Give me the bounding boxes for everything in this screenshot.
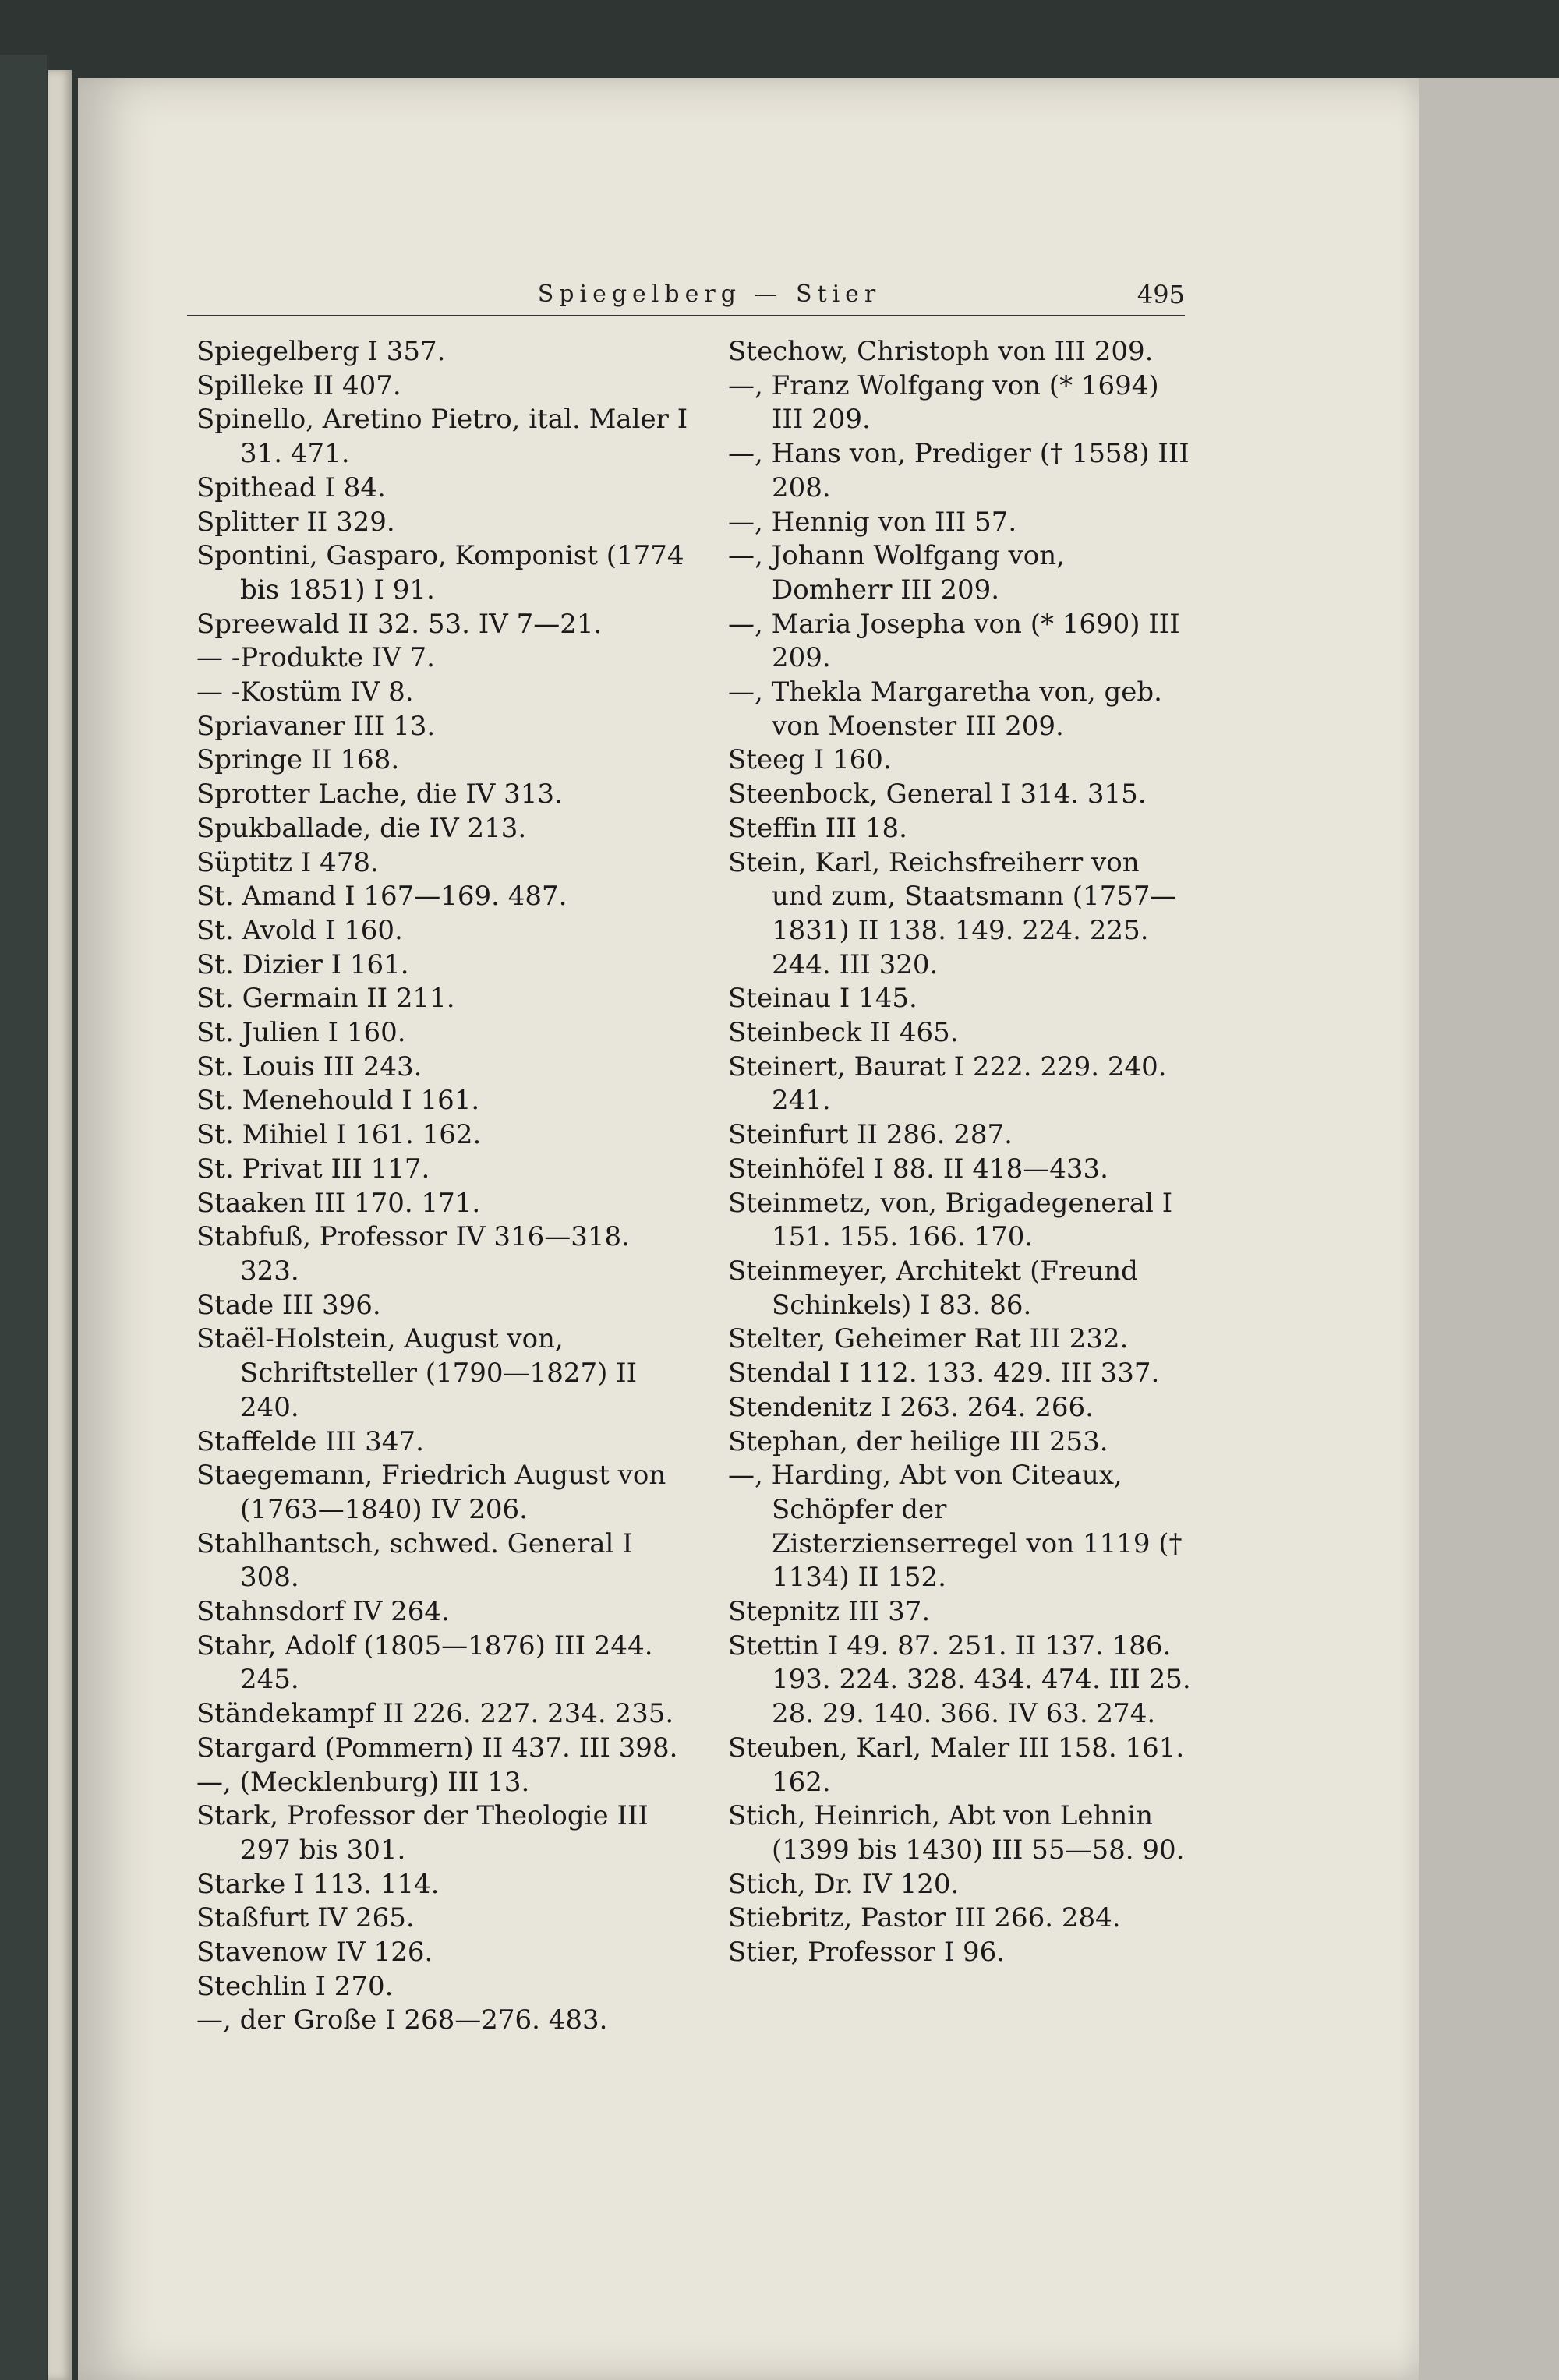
index-entry: Starke I 113. 114. [196, 1868, 440, 1900]
index-entry: St. Mihiel I 161. 162. [196, 1119, 482, 1151]
index-entry: Spukballade, die IV 213. [196, 812, 527, 844]
index-entry: Stahr, Adolf (1805—1876) III 244. 245. [196, 1630, 653, 1696]
index-entry: —, Thekla Margaretha von, geb. von Moenster III 209. [728, 676, 1162, 742]
index-entry: Stier, Professor I 96. [728, 1937, 1006, 1969]
index-entry: Staaken III 170. 171. [196, 1187, 481, 1219]
index-entry: —, Harding, Abt von Citeaux, Schöpfer der Zisterzienserregel von 1119 († 1134) II 152. [728, 1460, 1183, 1594]
index-entry: Steinbeck II 465. [728, 1017, 959, 1049]
index-entry: Stich, Heinrich, Abt von Lehnin (1399 bis 1430) III 55—58. 90. [728, 1800, 1185, 1866]
index-entry: Stark, Professor der Theologie III 297 bis 301. [196, 1800, 649, 1866]
index-entry: — -Kostüm IV 8. [196, 676, 414, 708]
index-entry: —, Hans von, Prediger († 1558) III 208. [728, 438, 1190, 503]
index-entry: Süptitz I 478. [196, 846, 379, 878]
index-entry: Stabfuß, Professor IV 316—318. 323. [196, 1221, 630, 1287]
index-entry: Steenbock, General I 314. 315. [728, 779, 1147, 810]
page-number: 495 [1137, 280, 1185, 309]
index-column-right [728, 335, 1192, 1970]
left-page-edge [48, 70, 72, 2380]
index-entry: Splitter II 329. [196, 506, 395, 538]
index-entry: Stahnsdorf IV 264. [196, 1596, 450, 1628]
index-entry: Steuben, Karl, Maler III 158. 161. 162. [728, 1732, 1185, 1798]
index-entry: Stahlhantsch, schwed. General I 308. [196, 1527, 633, 1594]
index-entry: Spontini, Gasparo, Komponist (1774 bis 1851) I 91. [196, 540, 684, 606]
index-entry: Steinau I 145. [728, 983, 917, 1015]
index-entry: St. Menehould I 161. [196, 1085, 480, 1117]
index-entry: —, Franz Wolfgang von (* 1694) III 209. [728, 369, 1159, 436]
index-entry: —, der Große I 268—276. 483. [196, 2004, 608, 2036]
index-entry: —, (Mecklenburg) III 13. [196, 1766, 530, 1798]
index-entry: Steinhöfel I 88. II 418—433. [728, 1153, 1108, 1185]
index-entry: Stargard (Pommern) II 437. III 398. [196, 1732, 678, 1764]
header-rule [187, 315, 1185, 316]
index-entry: Steeg I 160. [728, 744, 892, 776]
index-entry: Ständekampf II 226. 227. 234. 235. [196, 1698, 674, 1730]
index-entry: Springe II 168. [196, 744, 400, 776]
index-entry: Stade III 396. [196, 1289, 381, 1321]
index-column-left [196, 335, 695, 2038]
index-entry: St. Julien I 160. [196, 1017, 406, 1049]
index-entry: Steinmetz, von, Brigadegeneral I 151. 155. 166. 170. [728, 1187, 1173, 1253]
index-entry: Stechow, Christoph von III 209. [728, 336, 1154, 367]
index-entry: Spinello, Aretino Pietro, ital. Maler I 31. 471. [196, 404, 688, 470]
index-entry: Sprotter Lache, die IV 313. [196, 779, 563, 810]
index-entry: Staegemann, Friedrich August von (1763—1840) IV 206. [196, 1460, 666, 1525]
index-entry: Stepnitz III 37. [728, 1596, 931, 1628]
index-entry: Staffelde III 347. [196, 1425, 424, 1457]
index-entry: Steinfurt II 286. 287. [728, 1119, 1013, 1151]
index-entry: Stendal I 112. 133. 429. III 337. [728, 1358, 1160, 1390]
index-entry: Stechlin I 270. [196, 1970, 394, 2002]
index-entry: Stephan, der heilige III 253. [728, 1425, 1108, 1457]
index-entry: Stavenow IV 126. [196, 1937, 433, 1969]
index-entry: Steinert, Baurat I 222. 229. 240. 241. [728, 1051, 1167, 1117]
index-entry: —, Johann Wolfgang von, Domherr III 209. [728, 540, 1065, 606]
index-entry: Stettin I 49. 87. 251. II 137. 186. 193. 224. 328. 434. 474. III 25. 28. 29. 140. 366. IV 63. 274. [728, 1630, 1191, 1730]
index-entry: St. Germain II 211. [196, 983, 455, 1015]
index-entry: —, Hennig von III 57. [728, 506, 1017, 538]
index-entry: Spiegelberg I 357. [196, 336, 446, 367]
index-entry: Stendenitz I 263. 264. 266. [728, 1391, 1094, 1423]
book-cover [0, 55, 47, 2380]
index-entry: Spreewald II 32. 53. IV 7—21. [196, 608, 603, 640]
running-head: Spiegelberg — Stier [537, 281, 882, 308]
index-entry: St. Louis III 243. [196, 1051, 422, 1082]
index-entry: Staßfurt IV 265. [196, 1902, 415, 1934]
index-entry: St. Privat III 117. [196, 1153, 430, 1185]
index-entry: Steffin III 18. [728, 812, 907, 844]
index-entry: St. Dizier I 161. [196, 948, 409, 980]
index-entry: —, Maria Josepha von (* 1690) III 209. [728, 608, 1180, 674]
index-entry: — -Produkte IV 7. [196, 642, 435, 674]
index-entry: St. Amand I 167—169. 487. [196, 881, 567, 913]
index-entry: St. Avold I 160. [196, 914, 403, 946]
index-entry: Steinmeyer, Architekt (Freund Schinkels) I 83. 86. [728, 1255, 1138, 1321]
index-entry: Staël-Holstein, August von, Schriftsteller (1790—1827) II 240. [196, 1323, 638, 1423]
index-entry: Spilleke II 407. [196, 369, 401, 401]
index-entry: Stich, Dr. IV 120. [728, 1868, 960, 1900]
index-entry: Spriavaner III 13. [196, 710, 436, 742]
index-entry: Stelter, Geheimer Rat III 232. [728, 1323, 1129, 1355]
index-entry: Stiebritz, Pastor III 266. 284. [728, 1902, 1121, 1934]
index-entry: Spithead I 84. [196, 471, 386, 503]
index-entry: Stein, Karl, Reichsfreiherr von und zum, Staatsmann (1757—1831) II 138. 149. 224. 225. 244. III 320. [728, 846, 1177, 980]
